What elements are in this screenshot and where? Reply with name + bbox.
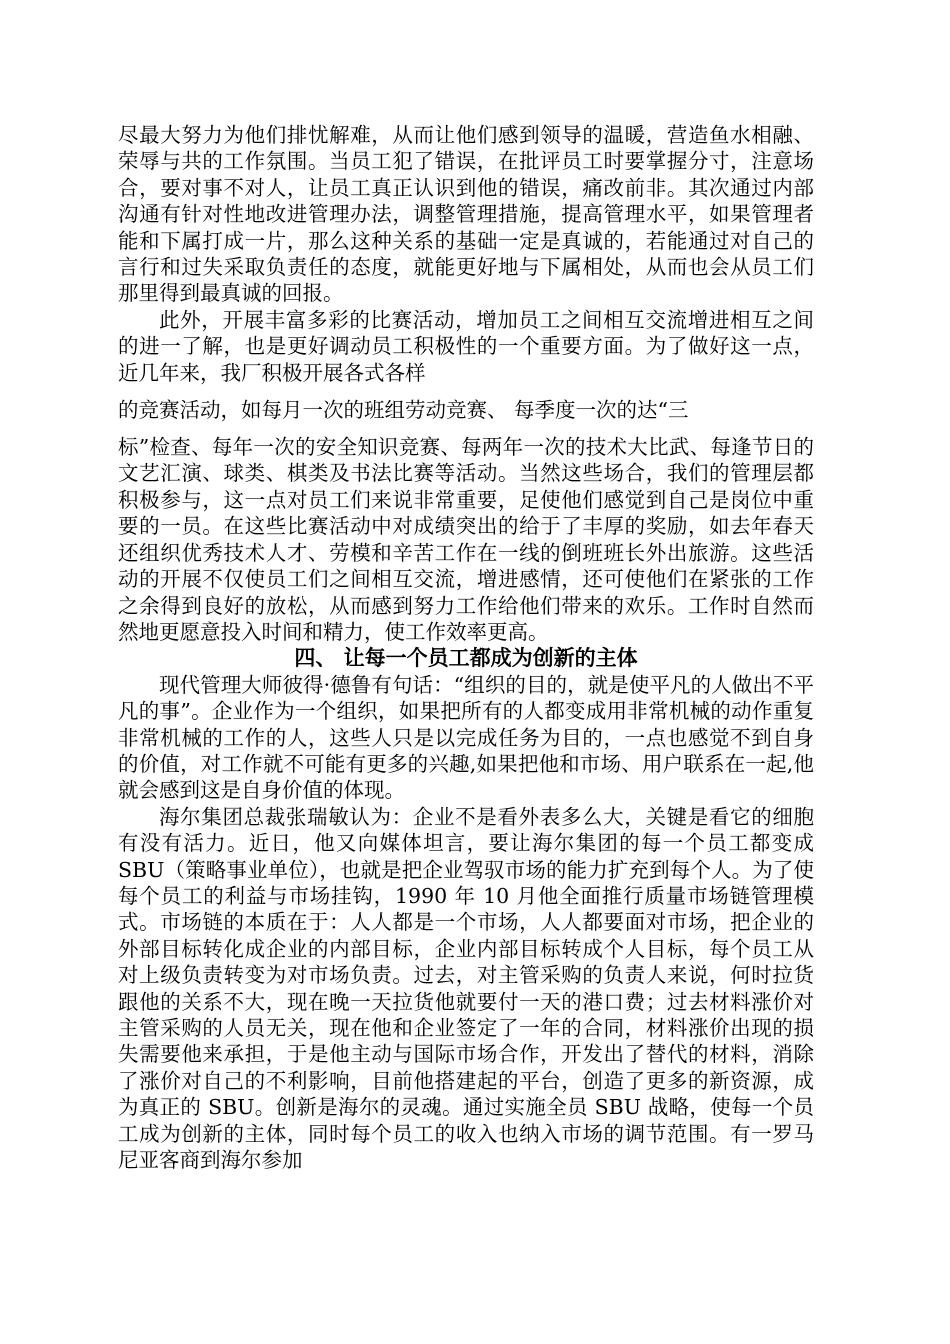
document-page bbox=[118, 122, 814, 1173]
paragraph-competition-details: 标”检查、每年一次的安全知识竞赛、每两年一次的技术大比武、每逢节日的文艺汇演、球类、棋类及书法比赛等活动。当然这些场合，我们的管理层都积极参与，这一点对员工们来说非常重要，足使他们感觉到自己是岗位中重要的一员。在这些比赛活动中对成绩突出的给于了丰厚的奖励，如去年春天还组织优秀技术人才、劳模和辛苦工作在一线的倒班班长外出旅游。这些活动的开展不仅使员工们之间相互交流，增进感情，还可使他们在紧张的工作之余得到良好的放松，从而感到努力工作给他们带来的欢乐。工作时自然而然地更愿意投入时间和精力，使工作效率更高。 bbox=[118, 435, 814, 644]
paragraph-drucker-quote: 现代管理大师彼得·德鲁有句话：“组织的目的，就是使平凡的人做出不平凡的事”。企业作为一个组织，如果把所有的人都变成用非常机械的动作重复非常机械的工作的人，这些人只是以完成任务为目的，一点也感觉不到自身的价值，对工作就不可能有更多的兴趣,如果把他和市场、用户联系在一起,他就会感到这是自身价值的体现。 bbox=[118, 672, 814, 803]
section-heading: 四、 让每一个员工都成为创新的主体 bbox=[294, 646, 638, 671]
paragraph-competition-intro: 此外，开展丰富多彩的比赛活动，增加员工之间相互交流增进相互之间的进一了解，也是更好调动员工积极性的一个重要方面。为了做好这一点，近几年来，我厂积极开展各式各样 bbox=[118, 307, 814, 385]
paragraph-haier: 海尔集团总裁张瑞敏认为：企业不是看外表多么大，关键是看它的细胞有没有活力。近日，他又向媒体坦言，要让海尔集团的每一个员工都变成 SBU（策略事业单位），也就是把企业驾驭市场的能力扩充到每个人。为了使每个员工的利益与市场挂钩，1990 年 10 月他全面推行质量市场链管理模式。市场链的本质在于：人人都是一个市场，人人都要面对市场，把企业的外部目标转化成企业的内部目标，企业内部目标转成个人目标，每个员工从对上级负责转变为对市场负责。过去，对主管采购的负责人来说，何时拉货跟他的关系不大，现在晚一天拉货他就要付一天的港口费；过去材料涨价对主管采购的人员无关，现在他和企业签定了一年的合同，材料涨价出现的损失需要他来承担，于是他主动与国际市场合作，开发出了替代的材料，消除了涨价对自己的不利影响，目前他搭建起的平台，创造了更多的新资源，成为真正的 SBU。创新是海尔的灵魂。通过实施全员 SBU 战略，使每一个员工成为创新的主体，同时每个员工的收入也纳入市场的调节范围。有一罗马尼亚客商到海尔参加 bbox=[118, 804, 814, 1173]
paragraph-competition-line: 的竞赛活动，如每月一次的班组劳动竞赛、 每季度一次的达“三 bbox=[118, 398, 689, 423]
paragraph-continuation: 尽最大努力为他们排忧解难，从而让他们感到领导的温暖，营造鱼水相融、荣辱与共的工作氛围。当员工犯了错误，在批评员工时要掌握分寸，注意场合，要对事不对人，让员工真正认识到他的错误，痛改前非。其次通过内部沟通有针对性地改进管理办法，调整管理措施，提高管理水平，如果管理者能和下属打成一片，那么这种关系的基础一定是真诚的，若能通过对自己的言行和过失采取负责任的态度，就能更好地与下属相处，从而也会从员工们那里得到最真诚的回报。 bbox=[118, 123, 814, 306]
